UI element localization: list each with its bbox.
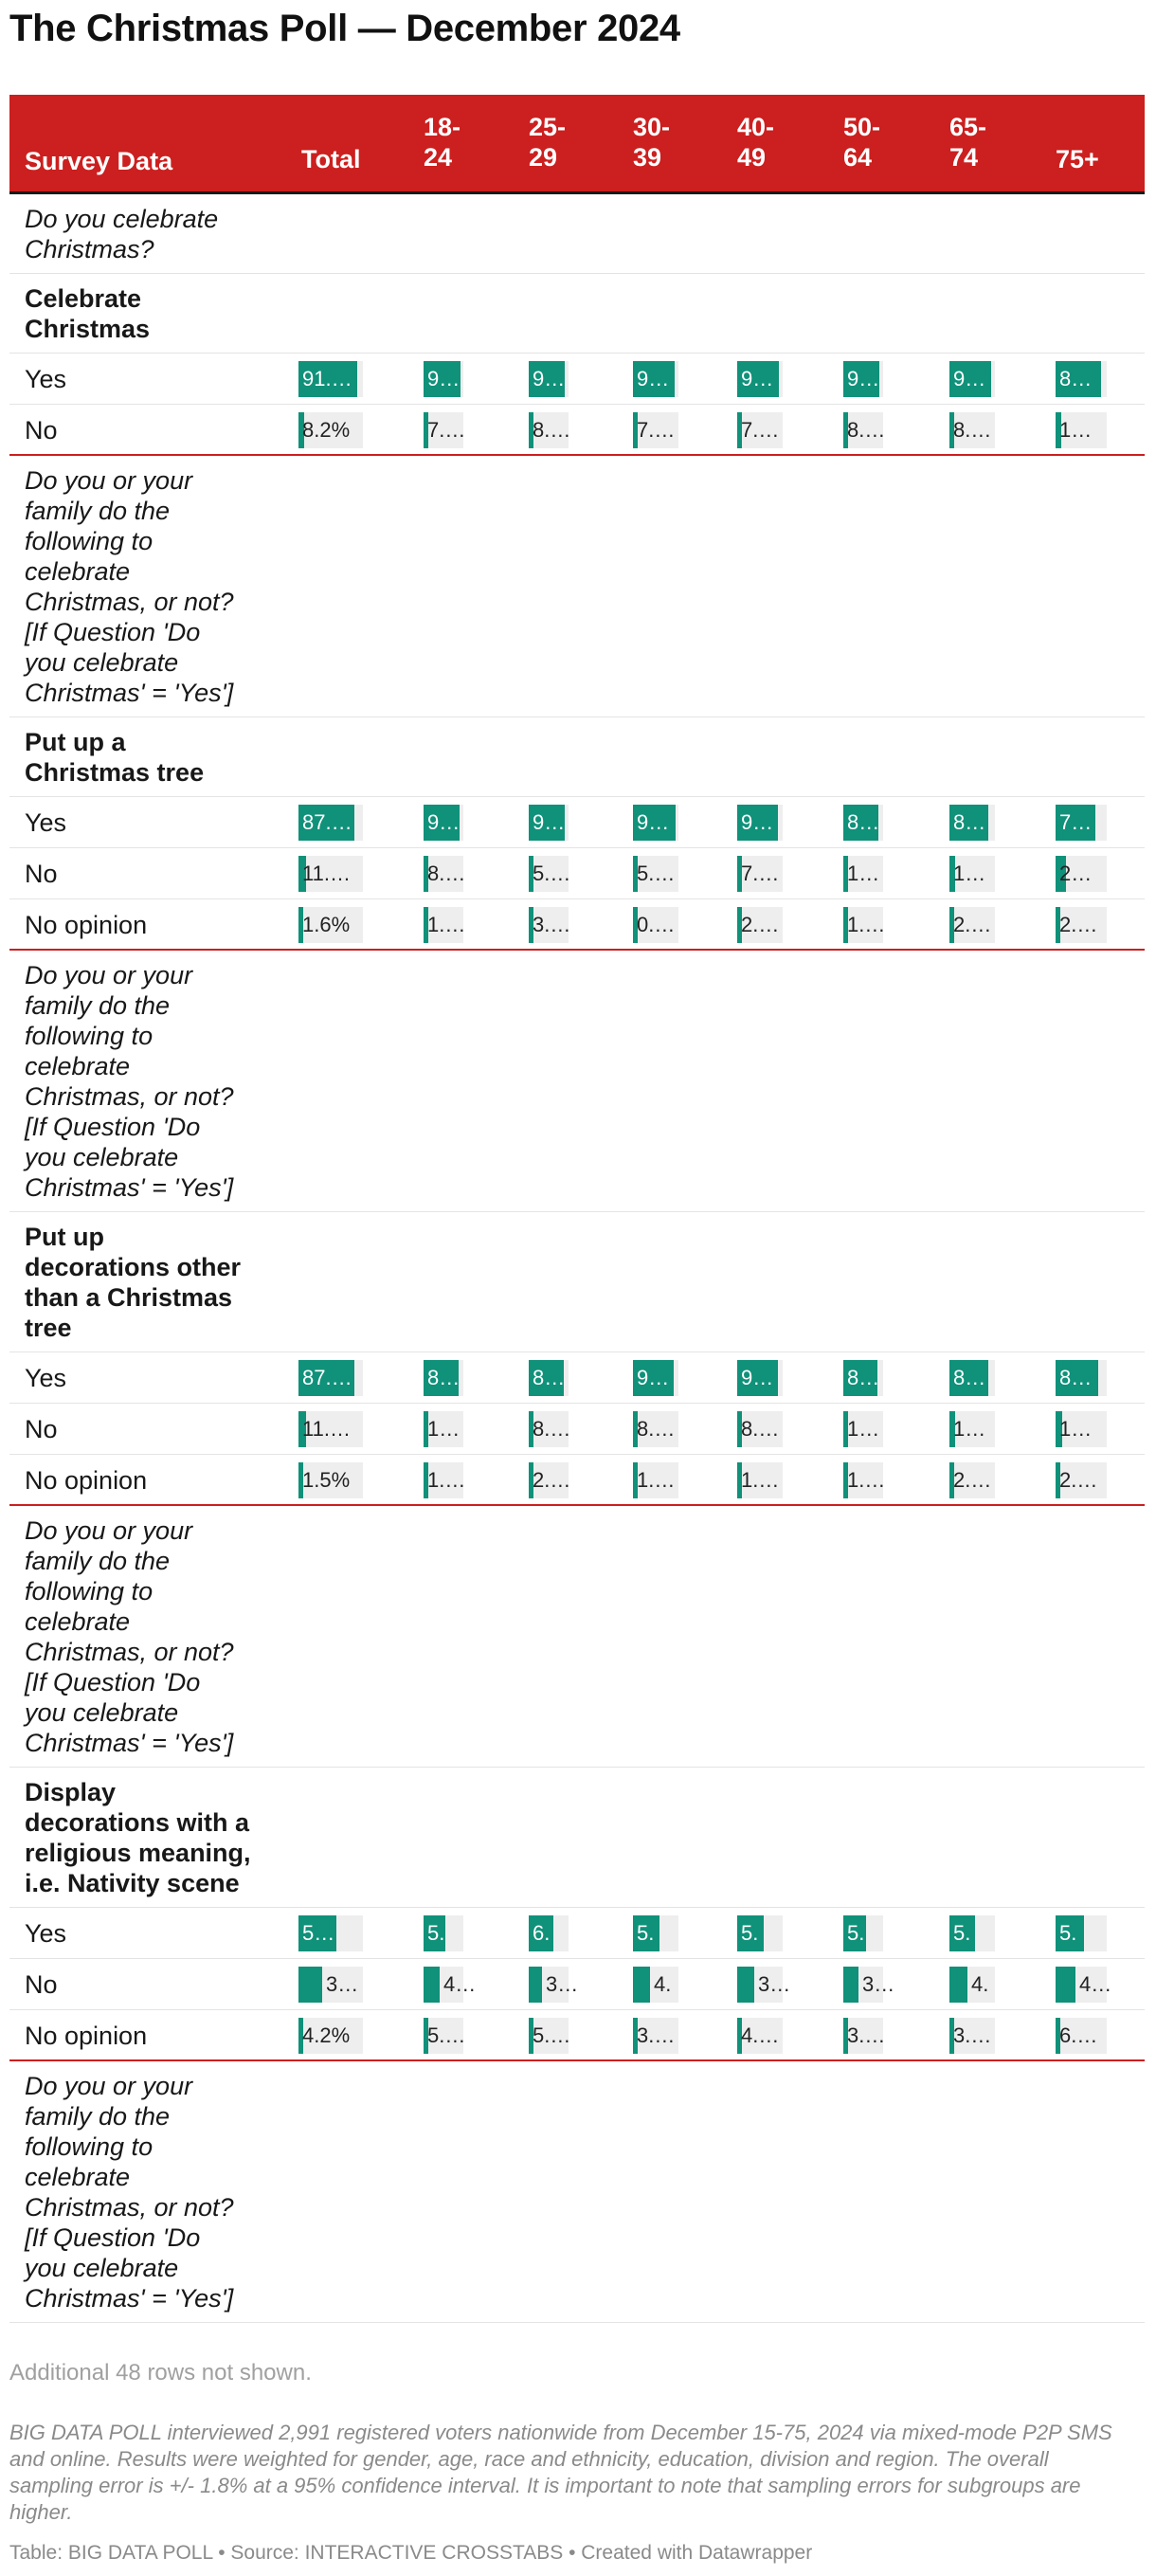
column-header [1056, 144, 1099, 174]
data-cell [298, 1462, 363, 1498]
value-label: 9… [637, 367, 670, 390]
value-label: 3.… [953, 2023, 992, 2047]
row-label: No [25, 860, 58, 888]
value-label: 5.… [533, 2023, 571, 2047]
value-label: 9… [637, 1366, 670, 1389]
value-label: 9… [533, 367, 566, 390]
value-label: 1… [953, 862, 986, 885]
label-line: you celebrate [25, 1698, 179, 1727]
value-label: 4… [443, 1972, 477, 1996]
item-row [9, 274, 1145, 354]
data-cell [949, 856, 995, 892]
data-cell [633, 2018, 678, 2054]
data-cell [843, 1967, 895, 2003]
data-cell [298, 856, 363, 892]
data-cell [843, 1915, 883, 1951]
data-cell [1056, 361, 1107, 397]
question-text [25, 1515, 234, 1758]
value-label: 4.… [741, 2023, 780, 2047]
data-cell [529, 361, 569, 397]
table-row [9, 848, 1145, 899]
label-line: Display [25, 1778, 117, 1806]
column-header-line: 24 [424, 143, 453, 172]
value-label: 11.… [302, 1417, 351, 1441]
data-cell [949, 1462, 995, 1498]
label-line: than a Christmas [25, 1283, 233, 1312]
value-label: 1.… [637, 1468, 676, 1492]
value-label: 1.… [427, 913, 466, 936]
value-label: 9… [741, 810, 774, 834]
data-cell [633, 856, 678, 892]
label-line: Christmas, or not? [25, 2193, 234, 2222]
value-label: 9… [427, 810, 461, 834]
label-line: you celebrate [25, 648, 179, 677]
value-label: 8.… [533, 418, 571, 442]
data-cell [843, 2018, 886, 2054]
value-label: 2.… [1059, 1468, 1098, 1492]
value-label: 4.2% [302, 2023, 351, 2047]
data-cell [424, 1462, 466, 1498]
data-cell [529, 1462, 569, 1498]
label-line: celebrate [25, 1052, 131, 1080]
value-label: 2… [1059, 862, 1093, 885]
value-label: 1.… [847, 913, 886, 936]
value-label: 5.… [533, 862, 571, 885]
data-cell [843, 412, 886, 448]
data-cell [529, 412, 569, 448]
row-label: No [25, 1970, 58, 1999]
value-label: 5. [427, 1921, 445, 1945]
value-label: 5. [953, 1921, 971, 1945]
data-cell [1056, 1462, 1107, 1498]
data-cell [633, 1411, 678, 1447]
value-label: 3.… [637, 2023, 676, 2047]
label-line: you celebrate [25, 1143, 179, 1171]
value-bar [1056, 1967, 1075, 2003]
column-header [301, 144, 361, 174]
question-text [25, 960, 234, 1203]
item-row [9, 1768, 1145, 1908]
value-label: 2.… [741, 913, 780, 936]
column-header-line: 30- [633, 113, 671, 141]
value-label: 5.… [427, 2023, 466, 2047]
value-label: 8… [953, 1366, 986, 1389]
label-line: Do you or your [25, 961, 193, 989]
question-row [9, 456, 1145, 717]
column-header [737, 112, 774, 172]
value-label: 1… [953, 1417, 986, 1441]
label-line: following to [25, 2132, 154, 2161]
data-cell [298, 1915, 363, 1951]
value-label: 3.… [533, 913, 571, 936]
question-row [9, 1506, 1145, 1768]
label-line: Put up [25, 1223, 104, 1251]
item-label [25, 727, 204, 788]
value-label: 9… [953, 367, 986, 390]
data-cell [424, 1411, 463, 1447]
table-row [9, 1908, 1145, 1959]
credit-line: Table: BIG DATA POLL • Source: INTERACTIVE CROSSTABS • Created with Datawrapper [9, 2542, 813, 2564]
data-cell [843, 1360, 883, 1396]
value-label: 7.… [741, 418, 780, 442]
question-text [25, 2071, 234, 2313]
value-label: 11.… [302, 862, 351, 885]
data-cell [633, 907, 678, 943]
data-cell [633, 361, 678, 397]
value-label: 1… [847, 862, 880, 885]
data-cell [1056, 1411, 1107, 1447]
header-survey-data: Survey Data [25, 147, 173, 175]
value-label: 8.… [847, 418, 886, 442]
column-header [424, 112, 461, 172]
data-cell [529, 2018, 569, 2054]
column-header-line: 18- [424, 113, 461, 141]
value-label: 7.… [741, 862, 780, 885]
data-cell [298, 412, 363, 448]
data-cell [424, 907, 466, 943]
data-cell [529, 1411, 569, 1447]
value-label: 1.… [847, 1468, 886, 1492]
value-bar [424, 1967, 440, 2003]
data-cell [843, 1411, 883, 1447]
data-cell [424, 856, 466, 892]
label-line: family do the [25, 1547, 171, 1575]
column-header-line: 25- [529, 113, 567, 141]
value-label: 6.… [1059, 2023, 1098, 2047]
value-label: 5.… [637, 862, 676, 885]
value-label: 2.… [953, 913, 992, 936]
chart-title: The Christmas Poll — December 2024 [9, 8, 680, 49]
data-cell [633, 1967, 678, 2003]
value-bar [949, 1967, 967, 2003]
label-line: following to [25, 1577, 154, 1605]
data-cell [843, 856, 883, 892]
value-label: 7.… [427, 418, 466, 442]
data-cell [1056, 412, 1107, 448]
data-cell [949, 412, 995, 448]
data-cell [424, 805, 463, 841]
label-line: Celebrate [25, 284, 142, 313]
data-cell [298, 1360, 363, 1396]
label-line: [If Question 'Do [25, 1668, 201, 1696]
row-label: No opinion [25, 911, 148, 939]
table-row [9, 1959, 1145, 2010]
value-label: 8.… [637, 1417, 676, 1441]
data-cell [737, 1915, 783, 1951]
column-header [529, 112, 566, 172]
value-label: 5. [847, 1921, 865, 1945]
row-label: No [25, 1415, 58, 1443]
value-label: 8.… [953, 418, 992, 442]
data-cell [1056, 856, 1107, 892]
table-row [9, 1404, 1145, 1455]
value-label: 87.… [302, 1366, 352, 1389]
label-line: Christmas' = 'Yes'] [25, 1173, 234, 1202]
data-cell [949, 907, 995, 943]
column-header [949, 112, 986, 172]
label-line: Christmas, or not? [25, 1082, 234, 1111]
data-cell [737, 907, 783, 943]
data-cell [737, 2018, 783, 2054]
data-cell [949, 1967, 995, 2003]
row-label: Yes [25, 808, 67, 837]
question-row [9, 194, 1145, 274]
item-row [9, 1212, 1145, 1352]
value-label: 8… [1059, 1366, 1093, 1389]
value-label: 8… [847, 1366, 880, 1389]
value-label: 9… [637, 810, 670, 834]
value-label: 8… [427, 1366, 461, 1389]
value-bar [737, 1967, 754, 2003]
data-cell [843, 361, 883, 397]
row-label: Yes [25, 365, 67, 393]
footnote: BIG DATA POLL interviewed 2,991 registered voters nationwide from December 15-75, 2024 via mixed-mode P2P SMS and online. Results were weighted for gender, age, race and ethnicity, education, division and region. The overall sampling error is +/- 1.8% at a 95% confidence interval. It is important to note that sampling errors for subgroups are higher. [9, 2421, 1112, 2524]
question-text [25, 465, 234, 708]
column-header-line: 50- [843, 113, 881, 141]
value-label: 8… [847, 810, 880, 834]
data-cell [633, 412, 678, 448]
value-label: 0.… [637, 913, 676, 936]
data-cell [633, 805, 678, 841]
value-label: 4. [971, 1972, 989, 1996]
value-label: 5. [637, 1921, 655, 1945]
data-cell [737, 856, 783, 892]
column-header-line: 39 [633, 143, 662, 172]
table-row [9, 2010, 1145, 2061]
label-line: Christmas? [25, 235, 154, 263]
value-label: 1… [427, 1417, 461, 1441]
data-cell [298, 907, 363, 943]
value-label: 1… [1059, 1417, 1093, 1441]
value-label: 8… [533, 1366, 566, 1389]
question-text [25, 204, 218, 264]
label-line: family do the [25, 991, 171, 1020]
value-label: 8.… [427, 862, 466, 885]
data-cell [1056, 805, 1107, 841]
column-header-line: 65- [949, 113, 987, 141]
data-cell [737, 361, 783, 397]
data-cell [424, 361, 463, 397]
row-label: Yes [25, 1364, 67, 1392]
data-cell [298, 805, 363, 841]
item-label [25, 1222, 241, 1343]
value-label: 1.… [427, 1468, 466, 1492]
data-cell [424, 1360, 463, 1396]
table-header [9, 95, 1145, 194]
data-cell [737, 1360, 783, 1396]
label-line: Do you or your [25, 1516, 193, 1545]
data-cell [737, 805, 783, 841]
label-line: Christmas, or not? [25, 588, 234, 616]
value-label: 91.… [302, 367, 352, 390]
question-row [9, 2061, 1145, 2323]
value-label: 3… [758, 1972, 791, 1996]
data-cell [1056, 1360, 1107, 1396]
data-cell [843, 805, 883, 841]
value-label: 9… [741, 367, 774, 390]
value-label: 1.5% [302, 1468, 351, 1492]
data-cell [949, 1360, 995, 1396]
row-label: Yes [25, 1919, 67, 1948]
label-line: [If Question 'Do [25, 2223, 201, 2252]
label-line: Christmas' = 'Yes'] [25, 1729, 234, 1757]
value-label: 8.2% [302, 418, 351, 442]
column-header-line: Total [301, 145, 361, 173]
column-header-line: 49 [737, 143, 767, 172]
label-line: following to [25, 1022, 154, 1050]
data-cell [1056, 907, 1107, 943]
label-line: celebrate [25, 557, 131, 586]
value-bar [843, 1967, 858, 2003]
value-label: 8.… [533, 1417, 571, 1441]
value-label: 1.6% [302, 913, 351, 936]
label-line: Do you celebrate [25, 205, 219, 233]
label-line: [If Question 'Do [25, 1113, 201, 1141]
value-label: 5. [741, 1921, 759, 1945]
value-label: 7.… [637, 418, 676, 442]
data-cell [737, 1411, 783, 1447]
value-label: 5… [302, 1921, 335, 1945]
data-cell [843, 1462, 886, 1498]
value-label: 3.… [847, 2023, 886, 2047]
value-label: 8… [953, 810, 986, 834]
value-label: 3… [862, 1972, 895, 1996]
data-cell [737, 412, 783, 448]
data-cell [843, 907, 886, 943]
column-header-line: 75+ [1056, 145, 1099, 173]
value-label: 87.… [302, 810, 352, 834]
value-label: 1… [847, 1417, 880, 1441]
value-label: 9… [533, 810, 566, 834]
column-header-line: 64 [843, 143, 873, 172]
data-cell [424, 1915, 463, 1951]
more-rows-note: Additional 48 rows not shown. [9, 2360, 312, 2386]
label-line: family do the [25, 497, 171, 525]
label-line: decorations with a [25, 1808, 250, 1837]
data-cell [424, 2018, 466, 2054]
data-cell [529, 907, 569, 943]
table-row [9, 1352, 1145, 1404]
data-cell [529, 1915, 569, 1951]
label-line: you celebrate [25, 2254, 179, 2282]
column-header [843, 112, 880, 172]
data-cell [1056, 1967, 1112, 2003]
value-label: 3… [546, 1972, 579, 1996]
table-row [9, 1455, 1145, 1506]
data-cell [424, 1967, 477, 2003]
data-cell [949, 1915, 995, 1951]
label-line: celebrate [25, 2163, 131, 2191]
label-line: celebrate [25, 1607, 131, 1636]
data-cell [949, 805, 995, 841]
value-bar [298, 1967, 322, 2003]
data-cell [1056, 2018, 1107, 2054]
data-cell [949, 2018, 995, 2054]
data-cell [298, 2018, 363, 2054]
data-cell [737, 1462, 783, 1498]
value-label: 4. [654, 1972, 672, 1996]
label-line: family do the [25, 2102, 171, 2131]
value-label: 1… [1059, 418, 1093, 442]
label-line: [If Question 'Do [25, 618, 201, 646]
value-label: 5. [1059, 1921, 1077, 1945]
table-row [9, 899, 1145, 951]
data-cell [633, 1462, 678, 1498]
column-header-line: 74 [949, 143, 979, 172]
label-line: tree [25, 1314, 72, 1342]
label-line: Do you or your [25, 2072, 193, 2100]
value-label: 2.… [1059, 913, 1098, 936]
question-row [9, 951, 1145, 1212]
data-cell [529, 1360, 569, 1396]
data-cell [529, 805, 569, 841]
value-label: 9… [741, 1366, 774, 1389]
data-cell [633, 1915, 678, 1951]
table-row [9, 797, 1145, 848]
data-cell [424, 412, 466, 448]
column-header-line: 29 [529, 143, 558, 172]
value-label: 9… [847, 367, 880, 390]
data-cell [529, 1967, 579, 2003]
label-line: Christmas, or not? [25, 1638, 234, 1666]
value-label: 6. [533, 1921, 551, 1945]
data-cell [298, 1411, 363, 1447]
value-bar [529, 1967, 542, 2003]
label-line: Christmas' = 'Yes'] [25, 2284, 234, 2313]
value-label: 4… [1079, 1972, 1112, 1996]
data-cell [633, 1360, 678, 1396]
table-row [9, 405, 1145, 456]
row-label: No opinion [25, 1466, 148, 1495]
value-label: 8.… [741, 1417, 780, 1441]
value-label: 2.… [533, 1468, 571, 1492]
value-bar [633, 1967, 650, 2003]
label-line: Christmas' = 'Yes'] [25, 679, 234, 707]
value-label: 2.… [953, 1468, 992, 1492]
label-line: Put up a [25, 728, 126, 756]
value-label: 1.… [741, 1468, 780, 1492]
column-header [633, 112, 670, 172]
value-label: 9… [427, 367, 461, 390]
label-line: Do you or your [25, 466, 193, 495]
column-header-line: 40- [737, 113, 775, 141]
data-cell [737, 1967, 791, 2003]
data-cell [949, 1411, 995, 1447]
data-cell [298, 1967, 363, 2003]
table-row [9, 354, 1145, 405]
value-label: 8… [1059, 367, 1093, 390]
data-cell [949, 361, 995, 397]
value-label: 7… [1059, 810, 1093, 834]
item-label [25, 1777, 251, 1898]
row-label: No [25, 416, 58, 444]
label-line: religious meaning, [25, 1839, 251, 1867]
label-line: Christmas [25, 315, 151, 343]
value-label: 3… [326, 1972, 359, 1996]
data-cell [1056, 1915, 1107, 1951]
data-cell [529, 856, 569, 892]
data-cell [298, 361, 363, 397]
label-line: i.e. Nativity scene [25, 1869, 240, 1897]
label-line: Christmas tree [25, 758, 205, 787]
label-line: decorations other [25, 1253, 242, 1281]
item-row [9, 717, 1145, 797]
row-label: No opinion [25, 2022, 148, 2050]
label-line: following to [25, 527, 154, 555]
item-label [25, 283, 150, 344]
